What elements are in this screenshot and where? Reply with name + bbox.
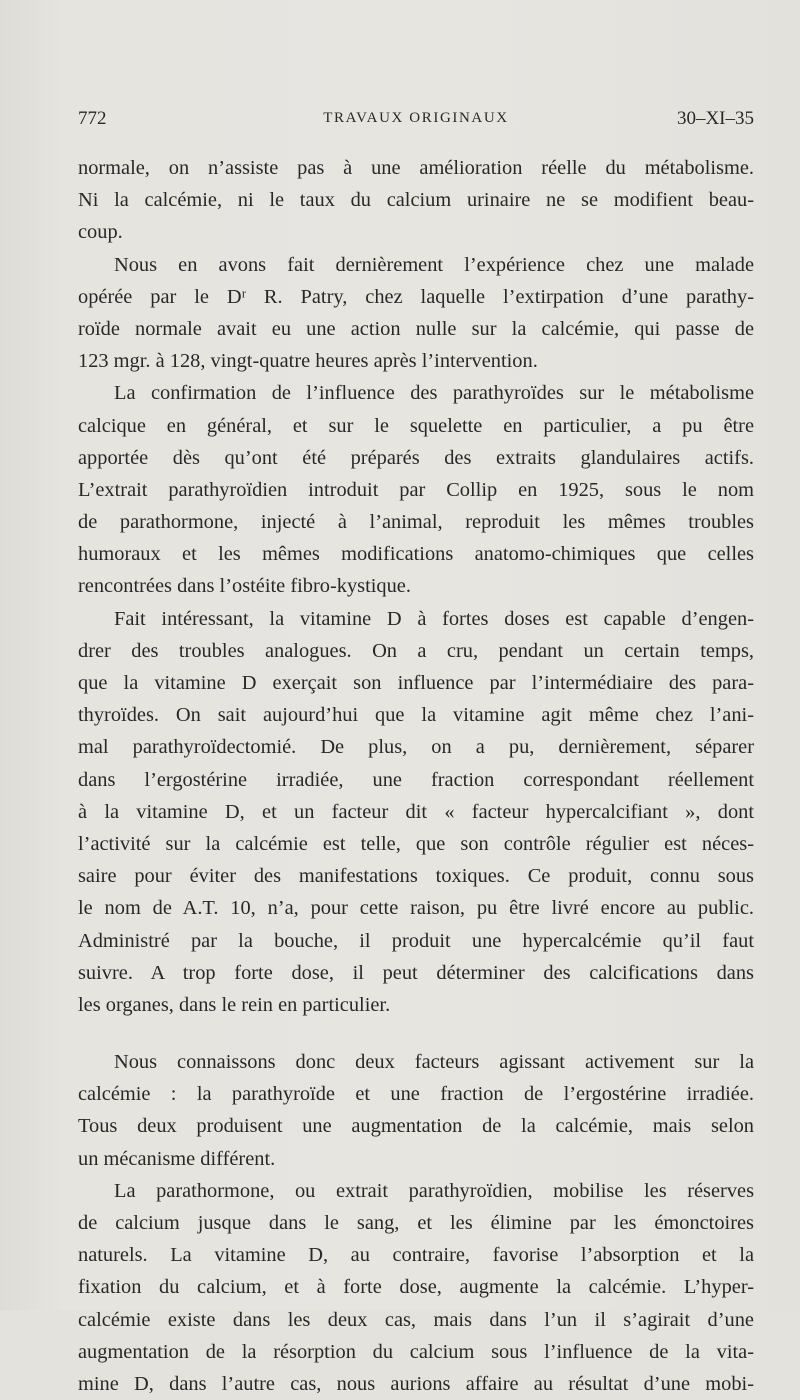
page-number: 772 bbox=[78, 108, 107, 129]
paragraph bbox=[78, 603, 754, 1021]
text-line: thyroïdes. On sait aujourd’hui que la vitamine agit même chez l’ani- bbox=[78, 704, 754, 727]
text-line: calcique en général, et sur le squelette en particulier, a pu être bbox=[78, 414, 754, 437]
paragraph bbox=[78, 249, 754, 378]
section-gap bbox=[78, 1021, 754, 1046]
text-line: normale, on n’assiste pas à une amélioration réelle du métabolisme. bbox=[78, 157, 754, 179]
text-line: drer des troubles analogues. On a cru, pendant un certain temps, bbox=[78, 639, 754, 662]
text-line: les organes, dans le rein en particulier. bbox=[78, 993, 391, 1016]
text-line: Administré par la bouche, il produit une hypercalcémie qu’il faut bbox=[78, 929, 754, 952]
text-line: de parathormone, injecté à l’animal, reproduit les mêmes troubles bbox=[78, 511, 754, 534]
text-line: apportée dès qu’ont été préparés des extraits glandulaires actifs. bbox=[78, 446, 754, 469]
text-line: roïde normale avait eu une action nulle sur la calcémie, qui passe de bbox=[78, 317, 754, 340]
text-line: Nous en avons fait dernièrement l’expérience chez une malade bbox=[114, 253, 754, 276]
body-text bbox=[78, 152, 754, 1400]
text-line: Tous deux produisent une augmentation de la calcémie, mais selon bbox=[78, 1115, 754, 1138]
text-line: fixation du calcium, et à forte dose, augmente la calcémie. L’hyper- bbox=[78, 1276, 754, 1299]
text-line: le nom de A.T. 10, n’a, pour cette raison, pu être livré encore au public. bbox=[78, 897, 754, 920]
text-line: un mécanisme différent. bbox=[78, 1147, 276, 1170]
text-line: Nous connaissons donc deux facteurs agissant activement sur la bbox=[114, 1051, 754, 1074]
text-line: dans l’ergostérine irradiée, une fraction correspondant réellement bbox=[78, 768, 754, 791]
paragraph bbox=[78, 152, 754, 249]
text-line: rencontrées dans l’ostéite fibro-kystique. bbox=[78, 575, 411, 598]
paragraph bbox=[78, 1175, 754, 1400]
paragraph bbox=[78, 1046, 754, 1175]
text-line: L’extrait parathyroïdien introduit par Collip en 1925, sous le nom bbox=[78, 478, 754, 501]
text-line: humoraux et les mêmes modifications anatomo-chimiques que celles bbox=[78, 543, 754, 566]
text-line: mal parathyroïdectomié. De plus, on a pu, dernièrement, séparer bbox=[78, 736, 754, 759]
text-line: que la vitamine D exerçait son influence par l’intermédiaire des para- bbox=[78, 672, 754, 694]
running-title: TRAVAUX ORIGINAUX bbox=[323, 110, 509, 126]
text-line: 123 mgr. à 128, vingt-quatre heures après l’intervention. bbox=[78, 350, 538, 373]
text-line: La confirmation de l’influence des parathyroïdes sur le métabolisme bbox=[114, 382, 754, 405]
text-line: naturels. La vitamine D, au contraire, favorise l’absorption et la bbox=[78, 1244, 754, 1267]
text-line: saire pour éviter des manifestations toxiques. Ce produit, connu sous bbox=[78, 865, 754, 888]
text-line: l’activité sur la calcémie est telle, que son contrôle régulier est néces- bbox=[78, 832, 754, 855]
text-line: augmentation de la résorption du calcium sous l’influence de la vita- bbox=[78, 1340, 754, 1363]
text-line: La parathormone, ou extrait parathyroïdien, mobilise les réserves bbox=[114, 1179, 754, 1202]
text-line: Fait intéressant, la vitamine D à fortes doses est capable d’engen- bbox=[114, 607, 754, 630]
text-line: suivre. A trop forte dose, il peut déterminer des calcifications dans bbox=[78, 961, 754, 984]
text-line: de calcium jusque dans le sang, et les élimine par les émonctoires bbox=[78, 1212, 754, 1234]
text-line: à la vitamine D, et un facteur dit « facteur hypercalcifiant », dont bbox=[78, 800, 754, 823]
text-line: mine D, dans l’autre cas, nous aurions affaire au résultat d’une mobi- bbox=[78, 1372, 754, 1395]
issue-date: 30–XI–35 bbox=[676, 108, 754, 129]
text-line: calcémie : la parathyroïde et une fraction de l’ergostérine irradiée. bbox=[78, 1083, 754, 1106]
page-header bbox=[78, 108, 754, 136]
paragraph bbox=[78, 377, 754, 602]
text-line: Ni la calcémie, ni le taux du calcium urinaire ne se modifient beau- bbox=[78, 189, 754, 212]
text-line: opérée par le Dʳ R. Patry, chez laquelle l’extirpation d’une parathy- bbox=[78, 285, 754, 308]
text-line: coup. bbox=[78, 221, 123, 244]
text-line: calcémie existe dans les deux cas, mais dans l’un il s’agirait d’une bbox=[78, 1308, 754, 1331]
